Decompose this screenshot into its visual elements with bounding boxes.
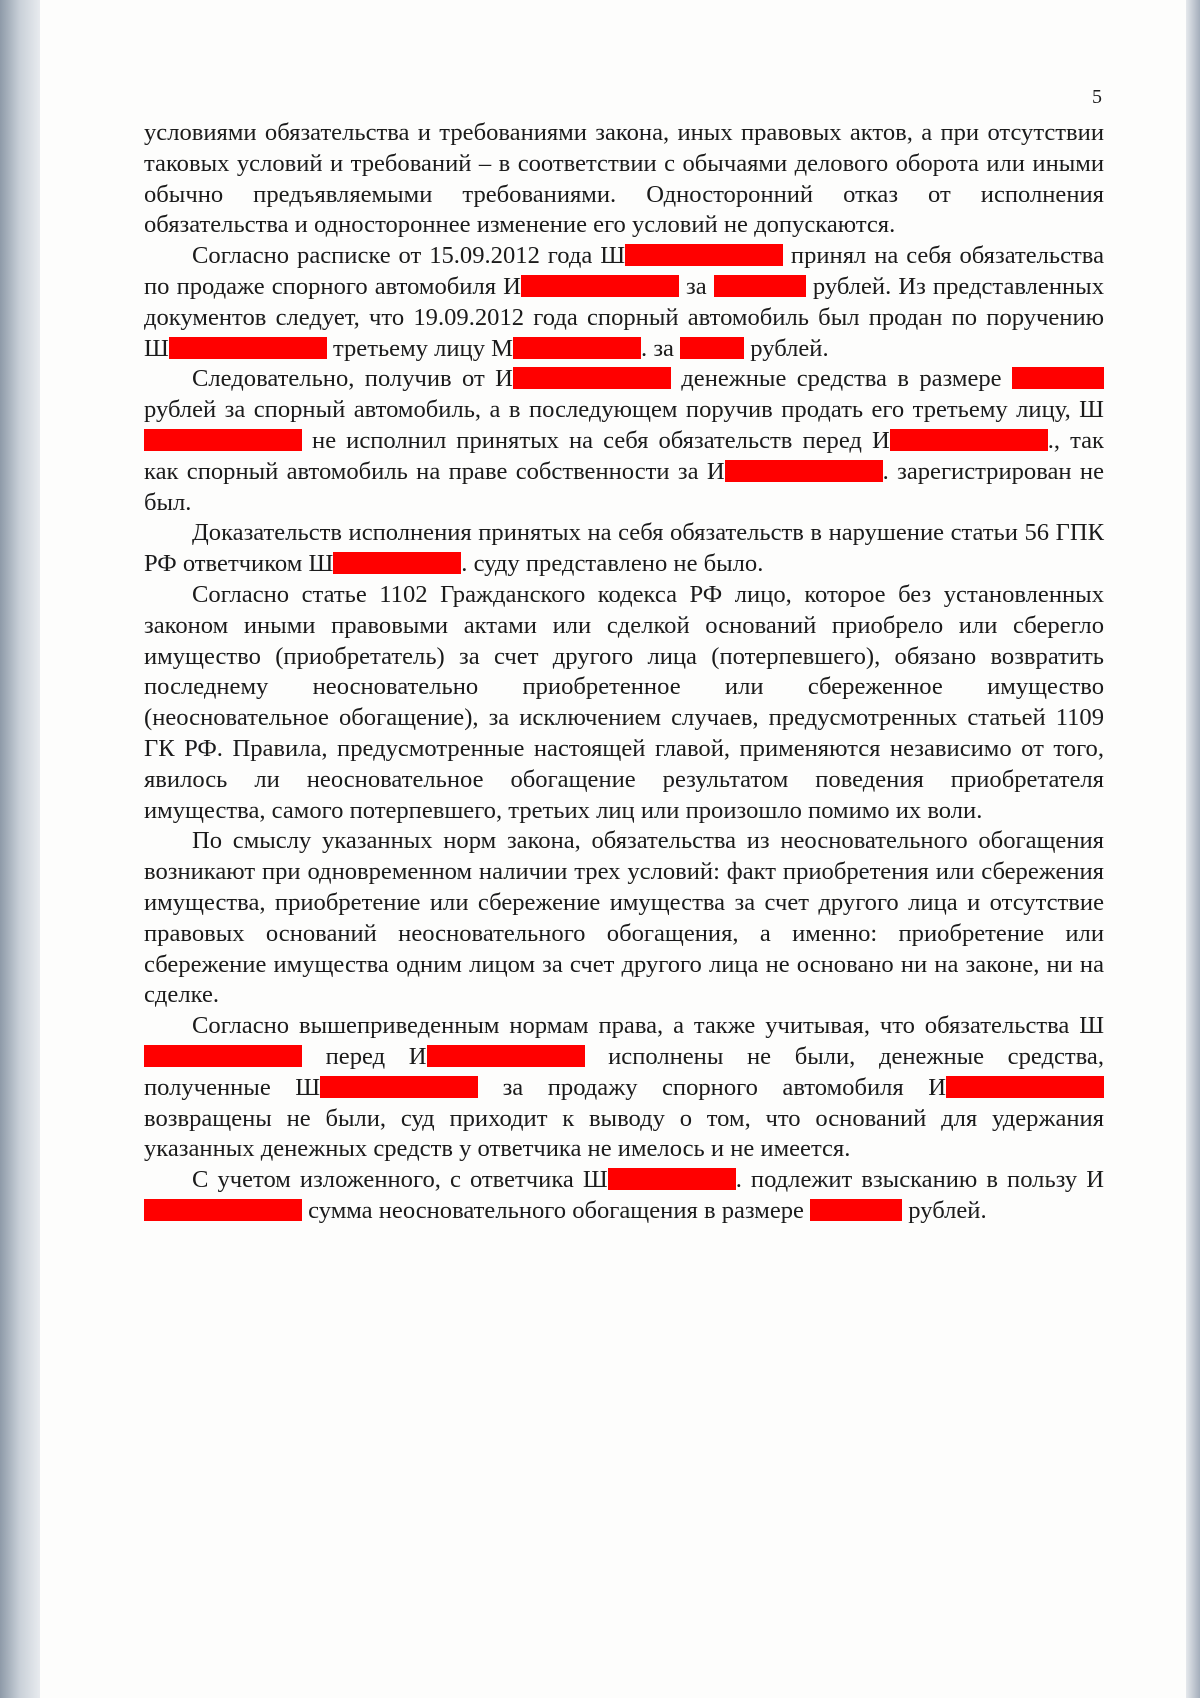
paragraph-text: условиями обязательства и требованиями закона, иных правовых актов, а при отсутствии таковых условий и требований – в соответствии с обычаями делового оборота или иными обычно предъявляемыми требованиями. Односторонний отказ от исполнения обязательства и одностороннее изменение его условий не допускаются. (144, 119, 1104, 239)
redaction-block (144, 1199, 302, 1221)
redaction-block (320, 1076, 478, 1098)
paragraph-text: . за (641, 334, 681, 362)
paragraph (144, 518, 1104, 580)
paragraph-text: Доказательств исполнения принятых на себя обязательств в нарушение статьи 56 ГПК РФ ответчиком Ш (144, 519, 1104, 578)
paragraph-text: С учетом изложенного, с ответчика Ш (192, 1166, 608, 1194)
paragraph-text: третьему лицу М (326, 334, 514, 362)
redaction-block (810, 1199, 902, 1221)
paragraph-text: ., так как спорный автомобиль на праве собственности за И (144, 426, 1105, 485)
paragraph-text: сумма неосновательного обогащения в размере (302, 1196, 811, 1224)
paragraph-text: . зарегистрирован не был. (144, 457, 1104, 516)
redaction-block (144, 429, 302, 451)
paragraph-text: исполнены не были, денежные средства, полученные Ш (144, 1042, 1104, 1101)
redaction-block (521, 275, 679, 297)
redaction-block (169, 337, 327, 359)
scan-left-edge-shadow (0, 0, 44, 1698)
paragraph (144, 1165, 1104, 1227)
paragraph-text: возвращены не были, суд приходит к выводу о том, что оснований для удержания указанных денежных средств у ответчика не имелось и не имеется. (144, 1104, 1104, 1163)
paragraph-text: рублей. Из представленных документов следует, что 19.09.2012 года спорный автомобиль был продан по поручению Ш (144, 272, 1104, 362)
page-number: 5 (1092, 86, 1102, 108)
redaction-block (946, 1076, 1104, 1098)
redaction-block (890, 429, 1048, 451)
paragraph-text: Согласно расписке от 15.09.2012 года Ш (192, 242, 626, 270)
paragraph-text: рублей. (744, 334, 829, 362)
redaction-block (725, 460, 883, 482)
paragraph-text: рублей за спорный автомобиль, а в последующем поручив продать его третьему лицу, Ш (144, 396, 1104, 424)
paragraph-text: Согласно вышеприведенным нормам права, а также учитывая, что обязательства Ш (192, 1012, 1104, 1040)
paragraph-text: Согласно статье 1102 Гражданского кодекса РФ лицо, которое без установленных законом иными правовыми актами или сделкой оснований приобрело или сберегло имущество (приобретатель) за счет другого лица (потерпевшего), обязано возвратить последнему неосновательно приобретенное или сбереженное имущество (неосновательное обогащение), за исключением случаев, предусмотренных статьей 1109 ГК РФ. Правила, предусмотренные настоящей главой, применяются независимо от того, явилось ли неосновательное обогащение результатом поведения приобретателя имущества, самого потерпевшего, третьих лиц или произошло помимо их воли. (144, 580, 1104, 824)
redaction-block (513, 337, 641, 359)
redaction-block (714, 275, 806, 297)
redaction-block (625, 244, 783, 266)
paragraph-text: Следовательно, получив от И (192, 365, 513, 393)
document-body (144, 118, 1104, 1227)
paragraph-text: перед И (302, 1042, 427, 1070)
paragraph (144, 364, 1104, 518)
paragraph (144, 241, 1104, 364)
paragraph-text: рублей. (902, 1196, 987, 1224)
paragraph-text: принял на себя обязательства по продаже спорного автомобиля И (144, 242, 1104, 300)
redaction-block (1012, 367, 1104, 389)
paragraph-text: за продажу спорного автомобиля И (478, 1073, 946, 1101)
paragraph (144, 826, 1104, 1011)
paragraph (144, 1011, 1104, 1165)
redaction-block (427, 1045, 585, 1067)
paragraph-text: . подлежит взысканию в пользу И (735, 1166, 1104, 1194)
redaction-block (680, 337, 744, 359)
paragraph (144, 118, 1104, 241)
paragraph-text: По смыслу указанных норм закона, обязательства из неосновательного обогащения возникают при одновременном наличии трех условий: факт приобретения или сбережения имущества, приобретение или сбережение имущества за счет другого лица и отсутствие правовых оснований неосновательного обогащения, а именно: приобретение или сбережение имущества одним лицом за счет другого лица не основано ни на законе, ни на сделке. (144, 827, 1104, 1009)
scan-right-edge-shadow (1186, 0, 1200, 1698)
redaction-block (608, 1168, 736, 1190)
paragraph-text: за (678, 272, 714, 300)
paragraph (144, 580, 1104, 826)
paragraph-text: не исполнил принятых на себя обязательств перед И (302, 426, 890, 454)
redaction-block (513, 367, 671, 389)
redaction-block (333, 552, 461, 574)
paragraph-text: . суду представлено не было. (461, 550, 764, 578)
redaction-block (144, 1045, 302, 1067)
paragraph-text: денежные средства в размере (670, 365, 1012, 393)
